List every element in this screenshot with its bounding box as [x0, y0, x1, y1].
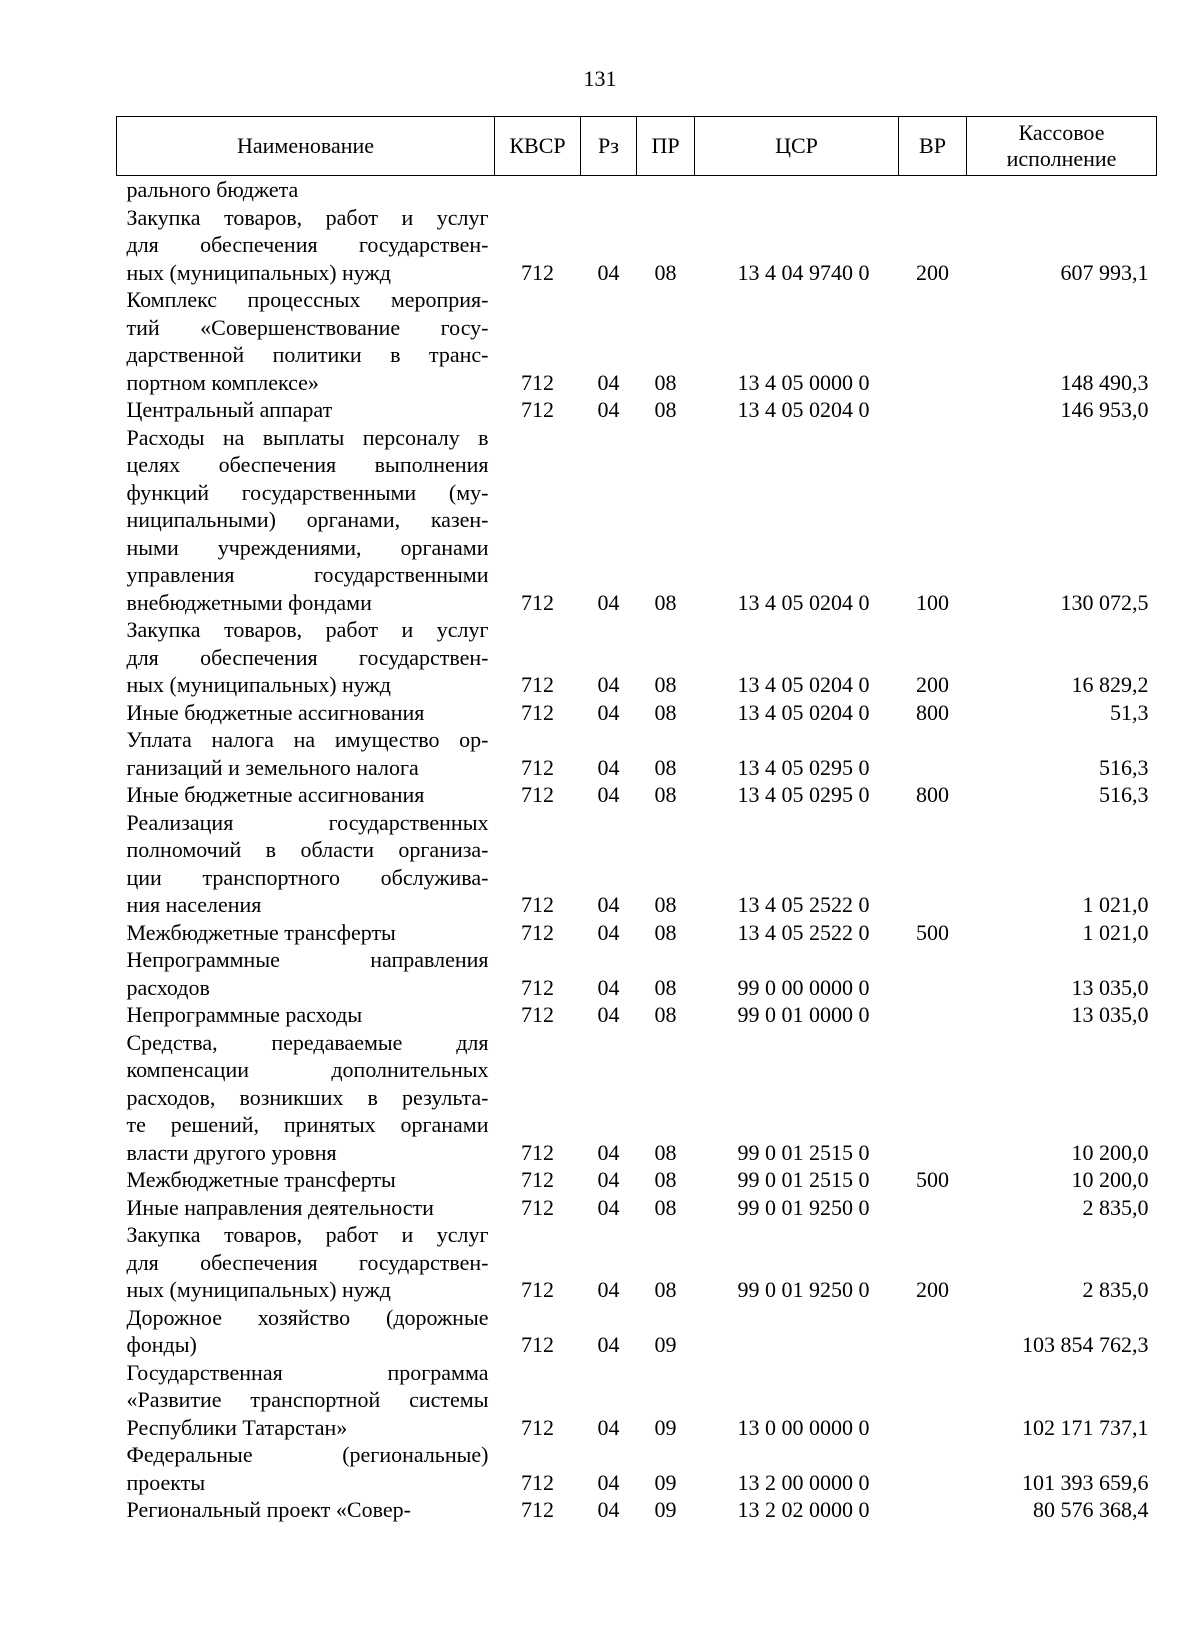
cell-pr: 08	[654, 974, 677, 1000]
name-line: Непрограммные направления	[126, 947, 489, 972]
cell-rz: 04	[597, 1414, 620, 1440]
cell-pr: 08	[654, 369, 677, 395]
cell-vr: 500	[916, 919, 949, 945]
cell-kvsr: 712	[521, 1277, 554, 1302]
cell-rz: 04	[597, 974, 620, 1000]
cell-kvsr: 712	[521, 397, 554, 422]
cell-vr	[899, 1001, 967, 1029]
header-cash-execution	[967, 117, 1157, 176]
cell-pr: 08	[654, 1167, 677, 1192]
name-line: «Развитие транспортной системы	[126, 1387, 489, 1412]
name-line: ных (муниципальных) нужд	[126, 259, 391, 285]
cell-rz: 04	[597, 1497, 620, 1522]
cell-cash-execution	[967, 176, 1157, 204]
cell-csr: 99 0 01 0000 0	[737, 1002, 870, 1027]
cell-csr: 99 0 00 0000 0	[737, 974, 870, 1000]
cell-pr: 08	[654, 1139, 677, 1165]
header-kvsr: КВСР	[495, 117, 581, 176]
name-line: целях обеспечения выполнения	[126, 452, 489, 477]
cell-cash-execution: 80 576 368,4	[1033, 1497, 1149, 1522]
cell-rz: 04	[597, 259, 620, 285]
cell-rz	[581, 176, 637, 204]
name-line: внебюджетными фондами	[126, 589, 372, 615]
cell-vr: 100	[916, 589, 949, 615]
cell-cash-execution: 130 072,5	[1060, 589, 1149, 615]
name-line: ными учреждениями, органами	[126, 534, 489, 560]
cell-cash-execution: 13 035,0	[1071, 1002, 1149, 1027]
header-name: Наименование	[117, 117, 495, 176]
table-row	[117, 809, 1157, 919]
cell-cash-execution: 103 854 762,3	[1022, 1332, 1149, 1357]
cell-name	[117, 1441, 495, 1496]
cell-vr: 200	[916, 259, 949, 285]
name-line: Комплекс процессных мероприя-	[126, 287, 489, 312]
name-line: проекты	[126, 1469, 206, 1495]
cell-csr: 13 4 05 2522 0	[737, 919, 870, 945]
cell-csr: 13 4 05 0204 0	[737, 589, 870, 615]
cell-kvsr: 712	[521, 1332, 554, 1357]
name-line: фонды)	[126, 1332, 197, 1357]
cell-vr	[899, 726, 967, 781]
cell-name	[117, 1496, 495, 1524]
cell-pr: 08	[654, 1002, 677, 1027]
cell-cash-execution: 16 829,2	[1071, 672, 1149, 697]
cell-cash-execution: 51,3	[1110, 699, 1149, 725]
header-cash-execution-line1: Кассовое	[1018, 120, 1105, 145]
cell-cash-execution: 2 835,0	[1082, 1194, 1149, 1220]
cell-vr	[899, 396, 967, 424]
cell-kvsr: 712	[521, 699, 554, 725]
table-header	[117, 117, 1157, 176]
header-cash-execution-line2: исполнение	[1006, 146, 1117, 171]
cell-pr: 09	[654, 1497, 677, 1522]
cell-vr	[899, 1304, 967, 1359]
cell-kvsr: 712	[521, 259, 554, 285]
cell-vr: 800	[916, 782, 949, 807]
cell-rz: 04	[597, 1139, 620, 1165]
cell-name	[117, 781, 495, 809]
cell-csr	[695, 1304, 899, 1359]
name-line: расходов, возникших в результа-	[126, 1084, 489, 1110]
table-row	[117, 726, 1157, 781]
name-line: расходов	[126, 974, 210, 1000]
name-line: для обеспечения государствен-	[126, 232, 489, 257]
cell-csr: 13 2 02 0000 0	[737, 1497, 870, 1522]
cell-name	[117, 946, 495, 1001]
page-number: 131	[583, 66, 617, 91]
cell-pr: 08	[654, 782, 677, 807]
table-row	[117, 1194, 1157, 1222]
name-line: Закупка товаров, работ и услуг	[126, 1222, 489, 1247]
cell-kvsr: 712	[521, 782, 554, 807]
cell-rz: 04	[597, 892, 620, 917]
name-line: Непрограммные расходы	[126, 1002, 363, 1027]
cell-vr	[899, 1194, 967, 1222]
cell-name	[117, 204, 495, 287]
name-line: Республики Татарстан»	[126, 1414, 348, 1440]
cell-kvsr: 712	[521, 1497, 554, 1522]
cell-csr: 13 4 04 9740 0	[737, 259, 870, 285]
name-line: власти другого уровня	[126, 1139, 337, 1165]
table-row	[117, 424, 1157, 617]
header-pr: ПР	[637, 117, 695, 176]
cell-pr: 08	[654, 397, 677, 422]
cell-pr: 09	[654, 1469, 677, 1495]
cell-pr: 08	[654, 672, 677, 697]
cell-cash-execution: 1 021,0	[1082, 919, 1149, 945]
name-line: Дорожное хозяйство (дорожные	[126, 1304, 489, 1330]
cell-vr	[899, 809, 967, 919]
cell-vr	[899, 1029, 967, 1167]
name-line: Межбюджетные трансферты	[126, 919, 396, 945]
name-line: Межбюджетные трансферты	[126, 1167, 396, 1192]
cell-cash-execution: 146 953,0	[1060, 397, 1149, 422]
cell-rz: 04	[597, 672, 620, 697]
name-line: ния населения	[126, 892, 262, 917]
table-row	[117, 699, 1157, 727]
cell-csr: 99 0 01 2515 0	[737, 1139, 870, 1165]
table-row	[117, 1441, 1157, 1496]
table-row	[117, 1496, 1157, 1524]
cell-csr: 13 4 05 0204 0	[737, 699, 870, 725]
name-line: Расходы на выплаты персоналу в	[126, 424, 489, 450]
cell-vr	[899, 1359, 967, 1442]
name-line: Иные бюджетные ассигнования	[126, 699, 425, 725]
name-line: управления государственными	[126, 562, 489, 587]
cell-csr: 13 4 05 0295 0	[737, 754, 870, 780]
cell-vr: 500	[916, 1167, 949, 1192]
name-line: ции транспортного обслужива-	[126, 864, 489, 890]
cell-rz: 04	[597, 589, 620, 615]
table-row	[117, 946, 1157, 1001]
table-row	[117, 1359, 1157, 1442]
table-row	[117, 1166, 1157, 1194]
cell-kvsr: 712	[521, 1139, 554, 1165]
cell-csr: 13 4 05 0204 0	[737, 672, 870, 697]
cell-cash-execution: 516,3	[1099, 754, 1149, 780]
cell-pr: 08	[654, 699, 677, 725]
name-line: полномочий в области организа-	[126, 837, 489, 862]
cell-vr	[899, 286, 967, 396]
cell-kvsr: 712	[521, 974, 554, 1000]
name-line: Региональный проект «Совер-	[126, 1497, 411, 1522]
name-line: ных (муниципальных) нужд	[126, 672, 391, 697]
name-line: для обеспечения государствен-	[126, 644, 489, 670]
cell-cash-execution: 607 993,1	[1060, 259, 1149, 285]
name-line: те решений, принятых органами	[126, 1112, 489, 1137]
name-line: портном комплексе»	[126, 369, 319, 395]
cell-vr	[899, 176, 967, 204]
cell-name	[117, 1194, 495, 1222]
cell-csr: 99 0 01 2515 0	[737, 1167, 870, 1192]
name-line: Закупка товаров, работ и услуг	[126, 204, 489, 230]
cell-vr: 200	[916, 1277, 949, 1302]
name-line: Средства, передаваемые для	[126, 1029, 489, 1055]
name-line: тий «Совершенствование госу-	[126, 314, 489, 340]
name-line: ных (муниципальных) нужд	[126, 1277, 391, 1302]
cell-kvsr: 712	[521, 754, 554, 780]
table-row	[117, 1029, 1157, 1167]
cell-vr: 800	[916, 699, 949, 725]
cell-rz: 04	[597, 397, 620, 422]
name-line: компенсации дополнительных	[126, 1057, 489, 1082]
name-line: Иные направления деятельности	[126, 1194, 434, 1220]
cell-name	[117, 176, 495, 204]
cell-cash-execution: 13 035,0	[1071, 974, 1149, 1000]
cell-cash-execution: 102 171 737,1	[1022, 1414, 1149, 1440]
cell-vr	[899, 1496, 967, 1524]
table-row	[117, 1001, 1157, 1029]
table-row	[117, 781, 1157, 809]
cell-rz: 04	[597, 1469, 620, 1495]
header-rz: Рз	[581, 117, 637, 176]
name-line: функций государственными (му-	[126, 479, 489, 505]
cell-cash-execution: 1 021,0	[1082, 892, 1149, 917]
cell-name	[117, 424, 495, 617]
cell-kvsr: 712	[521, 919, 554, 945]
cell-name	[117, 1029, 495, 1167]
cell-rz: 04	[597, 1194, 620, 1220]
cell-csr: 13 4 05 0000 0	[737, 369, 870, 395]
table-row	[117, 286, 1157, 396]
name-line: рального бюджета	[126, 177, 299, 202]
cell-cash-execution: 516,3	[1099, 782, 1149, 807]
cell-kvsr: 712	[521, 1414, 554, 1440]
cell-pr: 09	[654, 1332, 677, 1357]
cell-csr: 13 4 05 2522 0	[737, 892, 870, 917]
cell-name	[117, 396, 495, 424]
cell-name	[117, 1001, 495, 1029]
cell-kvsr	[495, 176, 581, 204]
cell-vr	[899, 1441, 967, 1496]
cell-rz: 04	[597, 1002, 620, 1027]
cell-name	[117, 286, 495, 396]
cell-name	[117, 699, 495, 727]
cell-kvsr: 712	[521, 1167, 554, 1192]
table-row	[117, 396, 1157, 424]
cell-cash-execution: 2 835,0	[1082, 1277, 1149, 1302]
name-line: Государственная программа	[126, 1359, 489, 1385]
budget-execution-table	[116, 116, 1157, 1524]
cell-pr: 08	[654, 589, 677, 615]
cell-csr	[695, 176, 899, 204]
cell-pr: 08	[654, 259, 677, 285]
cell-pr: 08	[654, 1277, 677, 1302]
cell-cash-execution: 10 200,0	[1071, 1139, 1149, 1165]
cell-rz: 04	[597, 1332, 620, 1357]
table-row	[117, 616, 1157, 699]
cell-name	[117, 1166, 495, 1194]
cell-cash-execution: 10 200,0	[1071, 1167, 1149, 1192]
cell-pr: 08	[654, 1194, 677, 1220]
cell-kvsr: 712	[521, 892, 554, 917]
name-line: ганизаций и земельного налога	[126, 754, 419, 780]
name-line: Уплата налога на имущество ор-	[126, 727, 489, 752]
table-body	[117, 176, 1157, 1524]
cell-csr: 13 2 00 0000 0	[737, 1469, 870, 1495]
cell-name	[117, 616, 495, 699]
cell-kvsr: 712	[521, 1002, 554, 1027]
cell-csr: 13 4 05 0204 0	[737, 397, 870, 422]
cell-name	[117, 809, 495, 919]
name-line: для обеспечения государствен-	[126, 1249, 489, 1275]
table-row	[117, 176, 1157, 204]
name-line: Реализация государственных	[126, 809, 489, 835]
name-line: Центральный аппарат	[126, 397, 333, 422]
cell-pr: 08	[654, 892, 677, 917]
cell-pr: 08	[654, 754, 677, 780]
cell-name	[117, 1221, 495, 1304]
cell-pr: 09	[654, 1414, 677, 1440]
cell-rz: 04	[597, 754, 620, 780]
budget-table-container	[116, 116, 1156, 1524]
cell-csr: 13 4 05 0295 0	[737, 782, 870, 807]
cell-name	[117, 1359, 495, 1442]
cell-rz: 04	[597, 699, 620, 725]
cell-kvsr: 712	[521, 369, 554, 395]
cell-rz: 04	[597, 1277, 620, 1302]
cell-rz: 04	[597, 919, 620, 945]
cell-kvsr: 712	[521, 1469, 554, 1495]
name-line: дарственной политики в транс-	[126, 342, 489, 367]
cell-pr: 08	[654, 919, 677, 945]
header-vr: ВР	[899, 117, 967, 176]
cell-cash-execution: 101 393 659,6	[1022, 1469, 1149, 1495]
cell-kvsr: 712	[521, 589, 554, 615]
cell-name	[117, 919, 495, 947]
table-row	[117, 204, 1157, 287]
cell-kvsr: 712	[521, 1194, 554, 1220]
cell-pr	[637, 176, 695, 204]
cell-csr: 13 0 00 0000 0	[737, 1414, 870, 1440]
name-line: ниципальными) органами, казен-	[126, 507, 489, 532]
cell-name	[117, 1304, 495, 1359]
table-row	[117, 1221, 1157, 1304]
cell-rz: 04	[597, 782, 620, 807]
cell-cash-execution: 148 490,3	[1060, 369, 1149, 395]
header-csr: ЦСР	[695, 117, 899, 176]
cell-rz: 04	[597, 1167, 620, 1192]
name-line: Закупка товаров, работ и услуг	[126, 617, 489, 642]
table-row	[117, 1304, 1157, 1359]
cell-rz: 04	[597, 369, 620, 395]
cell-vr	[899, 946, 967, 1001]
cell-name	[117, 726, 495, 781]
name-line: Федеральные (региональные)	[126, 1442, 489, 1467]
table-row	[117, 919, 1157, 947]
cell-vr: 200	[916, 672, 949, 697]
cell-kvsr: 712	[521, 672, 554, 697]
cell-csr: 99 0 01 9250 0	[737, 1277, 870, 1302]
cell-csr: 99 0 01 9250 0	[737, 1194, 870, 1220]
name-line: Иные бюджетные ассигнования	[126, 782, 425, 807]
